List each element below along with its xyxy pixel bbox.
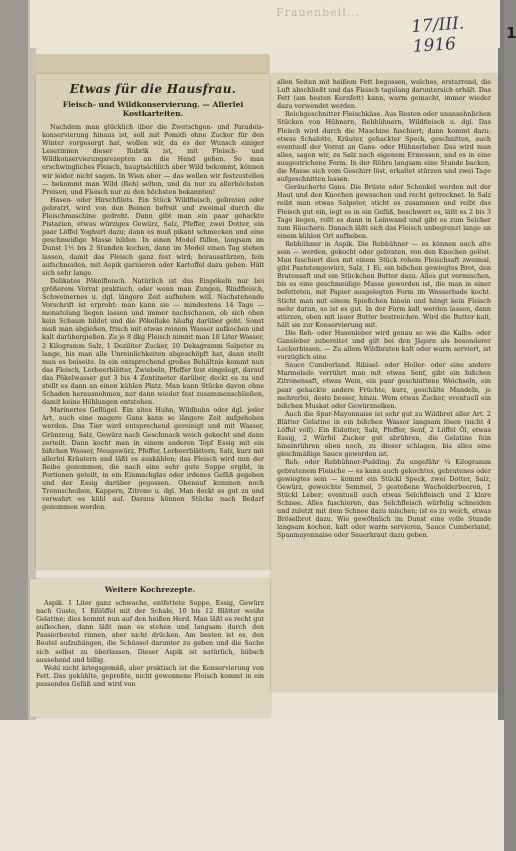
page-number: 1 (506, 24, 516, 42)
handwritten-date: 17/III. 1916 (410, 13, 465, 58)
article-title: Etwas für die Hausfrau. (69, 82, 237, 96)
paragraph: Die Reh- oder Hasenleber wird genau so wie die Kalbs- oder Gansleber zubereitet und gilt bei den Jägern als besonderer Leckerbissen. — Zu allem Wildbraten kalt oder warm serviert, ist vorzüglich eine (277, 328, 491, 362)
paragraph: Sauce Cumberland. Ribisel- oder Holler- oder eine andere Marmelade verrührt man mit etwas Senf, gibt ein bißchen Zitronensaft, etwas Wein, ein paar geschnittene Weichseln, ein paar gehackte andere Früchte, kurz, geschälte Mandeln, je mehrerlei, desto besser, hinzu. Wem etwas Zucker, eventuell ein bißchen Muskat oder Gewürznelken. (277, 361, 491, 410)
paragraph: Aspik. 1 Liter ganz schwache, entfettete Suppe, Essig, Gewürz nach Gusto, 1 Eßlöffel mit der Schale, 10 bis 12 Blätter weiße Gelatine; dies kommt nun auf den heißen Herd. Man läßt es recht gut aufkochen, dann läßt man es stehen und langsam durch den Passierbeutel rinnen, aber nicht drücken. Am besten ist es, den Beutel aufzuhängen, die Schüssel darunter zu geben und die Sache sich selbst zu überlassen. Dieser Aspik ist natürlich, hübsch aussehend und billig. (36, 599, 264, 664)
paragraph: allen Seiten mit heißem Fett begossen, welches, erstarrend, die Luft abschließt und das Fleisch tagelang daruntersich erhält. Das Fett (am besten Kernfett) kann, warm gemacht, immer wieder dazu verwendet werden. (277, 78, 491, 111)
paragraph: Auch die Spar-Mayonnaise ist sehr gut zu Wildbret aller Art. 2 Blätter Gelatine in ein bißchen Wasser langsam lösen (nicht 4 Löffel voll). Ein Eidotter, Salz, Pfeffer, Senf, 2 Löffel Öl, etwas Essig, 2 Würfel Zucker gut abrühren, die Gelatine fein hineinrühren oben noch, zu dieser schlagen, bis alles eine gleichmäßige Sauce geworden ist. (277, 409, 491, 459)
paragraph: Reh- oder Rebhühner-Pudding. Zu ungefähr ¼ Kilogramm gebratenem Fleische — es kann auch gekochtes, gebratenes oder gewiegtes sein — kommt ein Stückl Speck, zwei Dotter, Salz, Gewürz, geweichte Semmel, 5 gestoßene Wacholderbeeren, 1 Stückl Leber; eventuell auch etwas Selchfleisch und 2 klare Schnee. Alles faschieren, das Selchfleisch würfelig schneiden und zuletzt mit dem Schnee dazu mischen; ist es zu weich, etwas Bröselbrot dazu. Wie gewöhnlich im Dunst eine volle Stunde langsam kochen, kalt oder warm servieren, Sauce Cumberland, Spanmayonnaise oder Sauerkraut dazu geben. (277, 458, 491, 540)
article-subtitle: Fleisch- und Wildkonservierung. — Allerlei Kostkarteiten. (62, 100, 244, 118)
page-bottom-margin (0, 720, 504, 851)
paragraph: Rebhühner in Aspik. Die Rebhühner — es können auch alte sein — werden, gekocht oder gebraten, von den Knochen gelöst. Man faschiert dies mit einem Stück rohem Fleischsaft zweimal, gibt Pastetengewürz, Salz, 1 Ei, ein bißchen gewiegtes Brot, den Bratensaft und ein Stückchen Butter dazu. Alles gut vermischen, bis es eine geschmeidige Masse geworden ist, die man in einer befetteten, mit Papier ausgelegten Form im Wasserbade kocht. Sticht man mit einem Spießchen hinein und hängt kein Fleisch mehr daran, so ist es gut. In der Form kalt werden lassen, dann stürzen, oben mit lauer Butter bestreichen. Wird die Butter kalt, hält sie zur Konservierung mit. (277, 239, 491, 329)
header-strip (30, 0, 516, 58)
paragraph: Delikates Pökelfleisch. Natürlich ist das Einpökeln nur bei größerem Vorrat praktisch, oder wenn man Zungen, Rindfleisch, Schweinernes u. dgl. längere Zeit aufheben will. Nachstehende Vorschrift ist erprobt: man kann sie — mindestens 14 Tage — monatelang liegen lassen und immer nachschauen, ob sich oben kein Schaum bildet und die Pökellake häufig darüber geht. Sonst muß man abgießen, frisch mit etwas reinem Wasser aufkochen und kalt darübergießen. Zu je 8 dkg Fleisch nimmt man 10 Liter Wasser, 2 Kilogramm Salz, 1 Deziliter Zucker, 10 Dekagramm Salpeter zu lange, bis man alle Unreinlichkeiten abgeschöpft hat, dann stellt man es beiseite. In ein entsprechend großes Behältnis kommt nun das Fleisch, Lorbeerblätter, Zwiebeln, Pfeffer fest eingelegt, darauf das Pökelwasser gut 3 bis 4 Zentimeter darüber, deckt es zu und stellt es dann an einen kühlen Platz. Man kann Stücke davon ohne Schaden herausnehmen, nur dann wieder fest zusammenschließen, damit keine Höhlungen entstehen. (42, 276, 264, 407)
paragraph: Marinertes Geflügel. Ein altes Huhn, Wildhuhn oder dgl. jeder Art, auch eine magere Gans kann so längere Zeit aufgehoben werden. Das Tier wird entsprechend gereinigt und mit Wasser, Grünzeug, Salz, Gewürz nach Geschmack weich gekocht und dann zerteilt. Dann kocht man in einem anderen Topf Essig mit ein bißchen Wasser, Neugewürz, Pfeffer, Lorbeerblättern, Salz, kurz mit allerlei Kräutern und läßt es auskühlen; das Fleisch wird nun der Reihe genommen, die nach eine sehr gute Suppe ergibt, in Portionen geteilt, in ein Einmachglas oder irdenes Gefäß gegeben und der Essig darüber gegossen. Obenauf kommen noch Trennscheiben, Kappern, Zitrone u. dgl. Man deckt es gut zu und verwahrt es kühl auf. Daraus können Stücke nach Bedarf genommen werden. (42, 406, 264, 512)
left-bottom-text (30, 597, 270, 690)
left-column-text (36, 121, 270, 514)
torn-clipping-edge (36, 54, 270, 76)
paragraph: Hasen- oder Hirschfilets. Ein Stück Wildfleisch, gebraten oder gebratrt, wird von den Beinen befreit und zweimal durch die Fleischmaschine gedreht. Dann gibt man ein paar gehackte Pistazien, etwas würziges Gewürz, Salz, Pfeffer, zwei Dotter, ein paar Löffel Yoghurt dazu; dann es muß pikant schmecken und eine geschmeidige Masse bilden. In einen Model füllen, langsam im Dunst 1½ bis 2 Stunden kochen, dann im Model einen Tag stehen lassen, damit das Fleisch ganz fest wird; herausstürzen, fein aufschneiden, mit Aspik garnieren oder Kartoffel dazu geben. Hält sich sehr lange. (42, 195, 264, 277)
clipping-left (36, 74, 270, 569)
clipping-left-bottom (30, 579, 270, 717)
section-heading: Weitere Kochrezepte. (104, 585, 196, 594)
clipping-right (271, 74, 497, 691)
paragraph: Reichgeschnitter Fleischkäse. Aus Resten oder unansehnlichen Stücken von Hühnern, Rebhühnern, Wildfleisch u. dgl. Das Fleisch wird durch die Maschine faschiert; dann kommt dazu: etwas Schalotte, Kräuter, gehackter Speck, geschnitten, auch eventuell der Vorrat an Gans- oder Hühnerleber. Das wird man alles, sagen wir, zu Salz nach eigenem Ermessen, und es in eine ausgestrichene Form. In der Röhre langsam eine Stunde backen, die Masse sich vom Geschirr löst, erkaltet stürzen und zwei Tage aufgeschnitten lassen. (277, 110, 491, 184)
faded-stamp: Frauenbeil... (276, 6, 361, 19)
paragraph: Geräucherte Gans. Die Brüste oder Schenkel werden mit der Haut und den Knochen gewaschen und recht getrocknet. In Salz reibt man etwas Salpeter, sticht es zusammen und reibt das Fleisch gut ein, legt es in ein Gefäß, beschwert es, läßt es 2 bis 3 Tage liegen, rollt es dann in Leinwand und gibt es zum Selcher zum Räuchern. Danach läßt sich das Fleisch unbegrenzt lange an einem kühlen Ort aufheben. (277, 183, 491, 240)
paragraph: Wohl nicht kriegsgemäß, aber praktisch ist die Konservierung von Fett. Das gekühlte, gepreßte, nicht gewonnene Fleisch kommt in ein passendes Gefäß und wird von (36, 663, 264, 688)
right-column-text (271, 74, 497, 541)
paragraph: Nachdem man glücklich über die Zwetschgen- und Paradeis-konservierung hinaus ist, soll mit Pomidi ohne Zucker für den Winter vorgesorgt hat, wollen wir, da es der Wunsch einiger Leserinnen dieser Rubrik ist, mit Fleisch- und Wildkonservierungsrezepten an die Hand gehen. So man erschwingliches Fleisch, hauptsächlich aber Wild bekommt, können wir leider nicht sagen. In Wien aber — das wollen wir festzustellen — bekommt man Wild (Reh) selten, und da nur zu allerhöchsten Preisen, und Fleisch nur zu den höchsten bekannten! (42, 123, 264, 196)
